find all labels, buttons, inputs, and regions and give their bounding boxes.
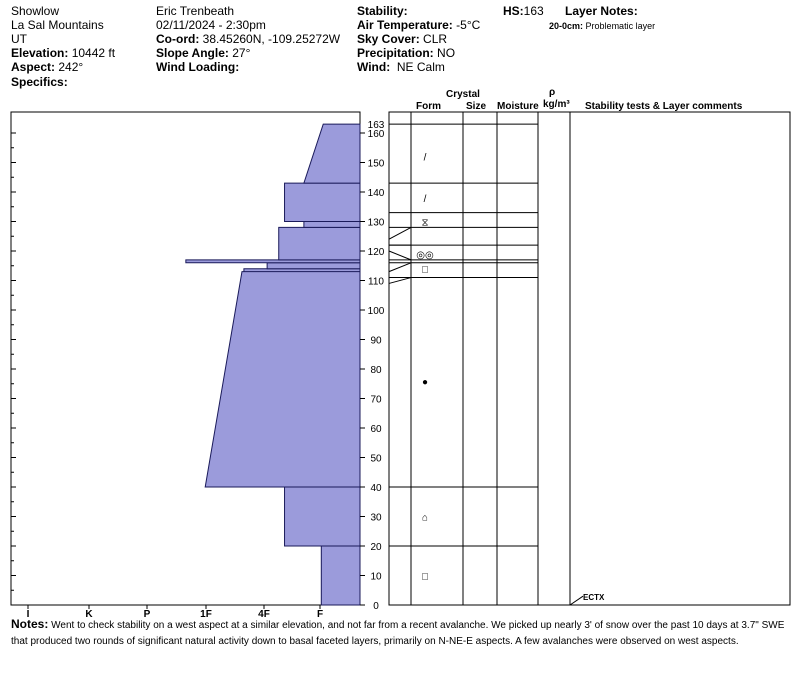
col-size: Size [466,101,487,112]
wind-loading-label: Wind Loading: [156,60,240,74]
height-label: 60 [370,424,382,435]
height-label: 10 [370,571,382,583]
slope-value: 27° [232,46,251,60]
height-label: 150 [367,158,385,170]
hardness-layer [321,546,360,605]
hardness-layer [285,487,360,546]
hardness-tick-label: P [143,609,151,620]
layer-connector-diag [389,263,411,272]
layer-notes-label: Layer Notes: [565,4,638,18]
datetime: 02/11/2024 - 2:30pm [156,18,266,32]
aspect-value: 242° [58,60,84,74]
hardness-tick-label: F [316,609,324,620]
table-frame [389,112,790,605]
crystal-form-symbol: □ [421,571,429,583]
height-label: 130 [367,217,385,229]
col-density: kg/m³ [543,99,570,110]
hardness-layer [279,227,360,259]
specifics-label: Specifics: [11,75,68,89]
hardness-layer [304,222,360,228]
crystal-form-symbol: / [423,152,427,164]
test-marker-line [570,596,583,605]
hs-value: 163 [523,4,544,18]
height-label: 90 [370,335,382,347]
col-moisture: Moisture [497,101,539,112]
wind-value: NE Calm [396,60,445,74]
hardness-tick-label: 4F [258,609,270,620]
col-rho: ρ [549,87,556,98]
notes [11,616,791,650]
height-label: 0 [373,601,379,612]
hardness-layer [285,183,360,221]
height-label: 140 [367,188,385,199]
sky-value: CLR [423,32,448,46]
wind-label: Wind: [357,60,391,74]
height-label: 30 [370,512,382,524]
layer-connector-diag [389,251,411,260]
layer-connector-diag [389,278,411,284]
air-temp-label: Air Temperature: [357,18,453,32]
layer-note-depth: 20-0cm: [549,21,584,31]
hardness-tick-label: 1F [200,609,212,620]
layer-connector-diag [389,227,411,239]
height-label: 160 [367,129,385,140]
location-name: Showlow [11,4,60,18]
hardness-tick-label: K [85,609,93,620]
crystal-form-symbol: ⌂ [421,512,429,524]
aspect-label: Aspect: [11,60,56,74]
layer-note-text: Problematic layer [585,21,656,31]
sky-label: Sky Cover: [357,32,420,46]
notes-label: Notes: [11,617,49,631]
height-label: 100 [367,306,385,317]
precip-value: NO [437,46,456,60]
hs-label: HS: [503,4,524,18]
test-result: ECTX [583,593,605,602]
hardness-layer [267,263,360,269]
height-label: 40 [370,483,382,494]
precip-label: Precipitation: [357,46,434,60]
hardness-tick-label: I [26,609,30,620]
crystal-form-symbol: ◎◎ [416,249,434,261]
height-label: 50 [370,453,382,465]
crystal-form-symbol: ⧖ [421,217,429,229]
elevation-label: Elevation: [11,46,69,60]
col-form: Form [416,101,441,112]
col-stability: Stability tests & Layer comments [585,101,743,112]
height-top-label: 163 [367,120,385,132]
height-label: 110 [368,276,384,288]
crystal-form-symbol: / [423,193,427,205]
crystal-form-symbol: □ [421,264,429,276]
crystal-form-symbol: ● [421,376,429,388]
height-label: 120 [367,247,385,258]
observer: Eric Trenbeath [156,4,235,18]
slope-label: Slope Angle: [156,46,229,60]
height-label: 80 [370,365,382,376]
stability-label: Stability: [357,4,408,18]
elevation-value: 10442 ft [71,46,116,60]
coord-value: 38.45260N, -109.25272W [202,32,341,46]
col-crystal: Crystal [446,89,480,100]
air-temp-value: -5°C [456,18,481,32]
notes-text: Went to check stability on a west aspect at a similar elevation, and not far from a recent avalanche. We picked up nearly 3' of snow over the past 10 days at 3.7" SWE that produced two rounds of significant natural activity down to basal faceted layers, primarily on N-NE-E aspects. A few avalanches were observed on west aspects. [11,620,785,647]
state-name: UT [11,32,27,46]
coord-label: Co-ord: [156,32,200,46]
range-name: La Sal Mountains [11,18,104,32]
height-label: 20 [370,542,382,553]
height-label: 70 [370,394,382,406]
